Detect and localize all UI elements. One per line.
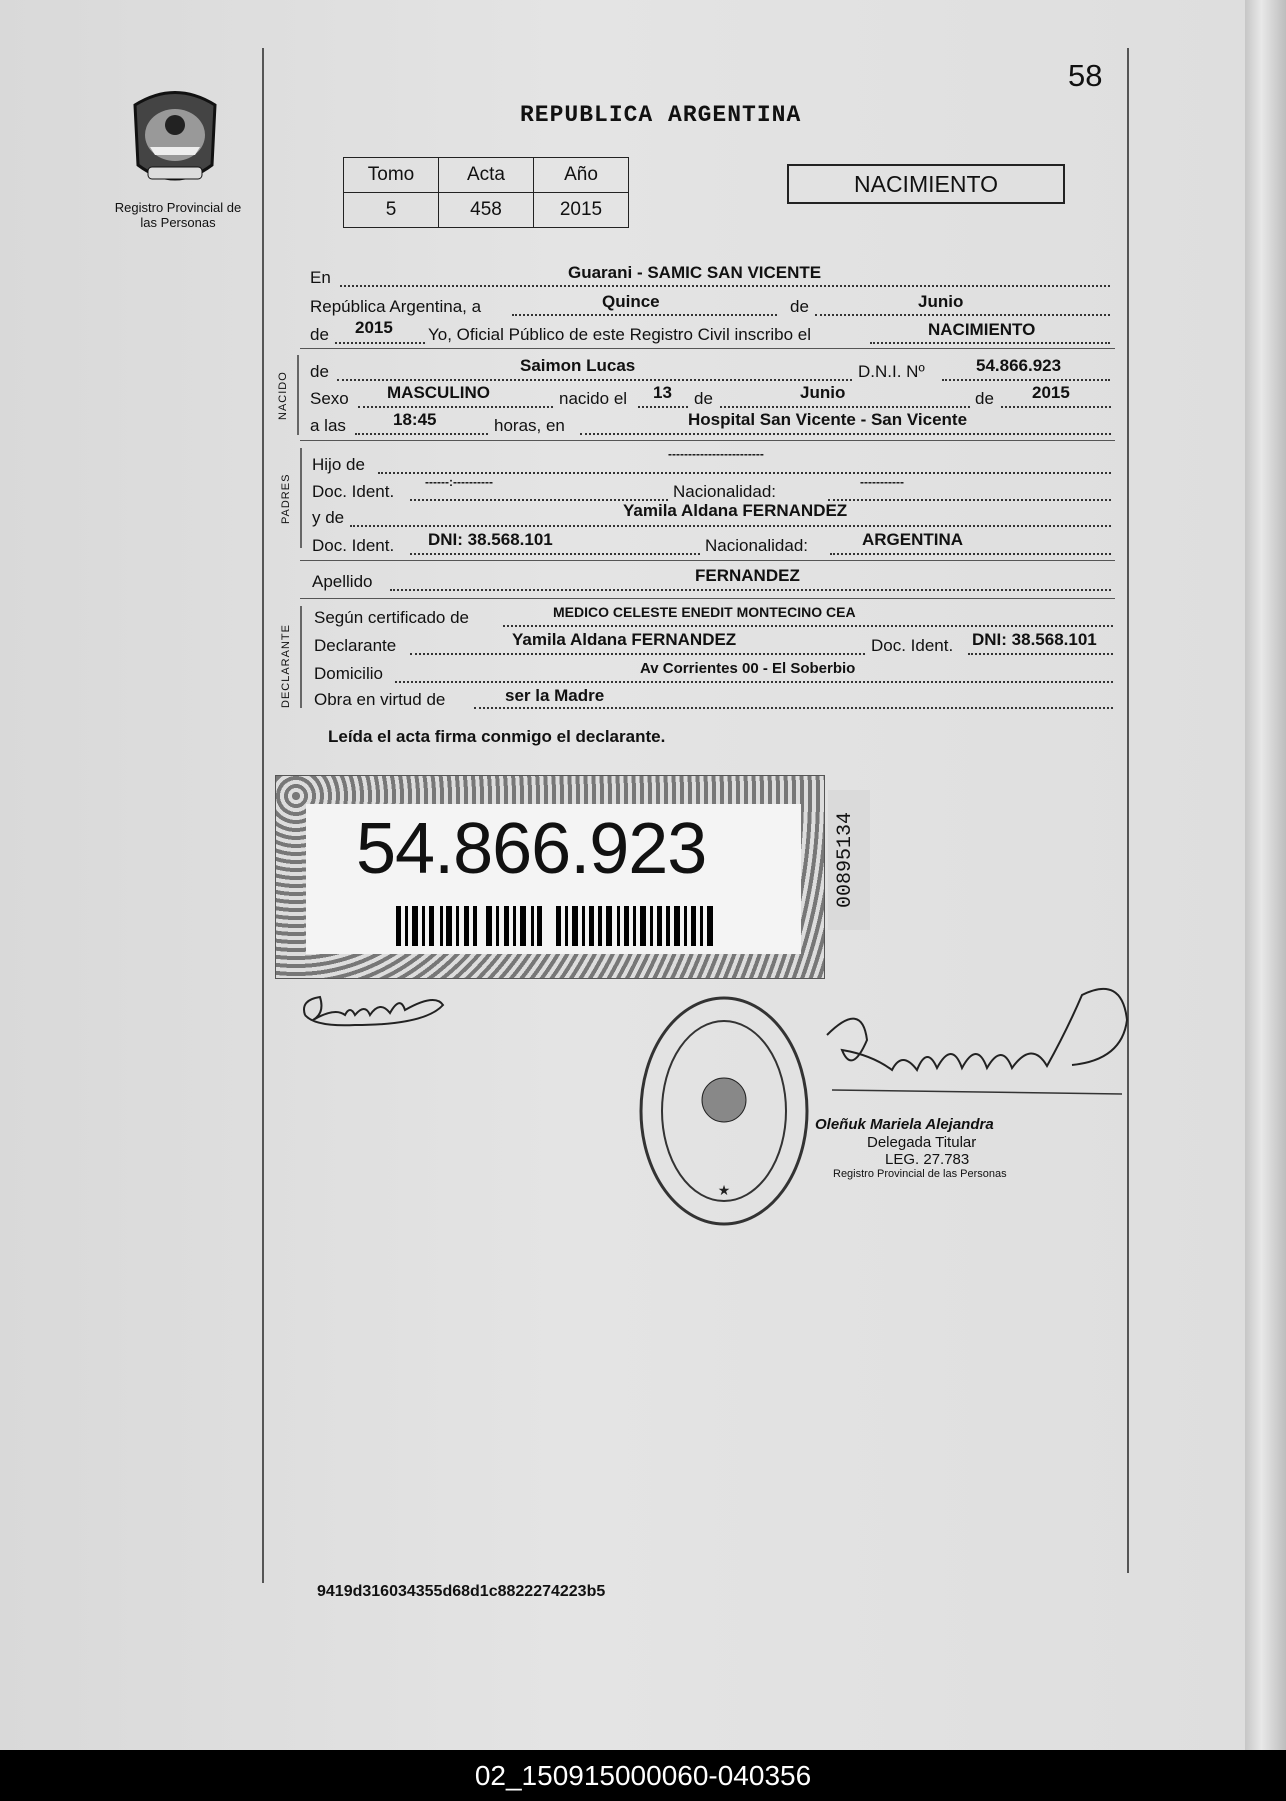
tomo-value: 5 xyxy=(344,193,439,228)
value-anio-nac: 2015 xyxy=(1032,383,1070,402)
section-nacido: NACIDO xyxy=(277,371,289,420)
dotted-line xyxy=(355,433,488,435)
label-hijo-de: Hijo de xyxy=(312,455,365,474)
dotted-line xyxy=(720,406,970,408)
dotted-line xyxy=(638,406,688,408)
section-bar xyxy=(300,448,302,548)
label-obra: Obra en virtud de xyxy=(314,690,446,709)
document-hash: 9419d316034355d68d1c8822274223b5 xyxy=(317,1583,606,1600)
serial-number: 00895134 xyxy=(834,811,857,908)
dotted-line xyxy=(390,589,1111,591)
label-horas-en: horas, en xyxy=(494,416,565,435)
left-margin-line xyxy=(262,48,264,1583)
dotted-line xyxy=(474,707,1113,709)
dotted-line xyxy=(870,342,1110,344)
serial-number-tag xyxy=(828,790,870,930)
label-de: de xyxy=(975,389,994,408)
dotted-line xyxy=(830,553,1111,555)
record-type-box: NACIMIENTO xyxy=(787,164,1065,204)
barcode-label xyxy=(306,804,801,954)
dotted-line xyxy=(815,314,1110,316)
label-en: En xyxy=(310,268,331,287)
section-padres: PADRES xyxy=(280,473,292,524)
label-declarante: Declarante xyxy=(314,636,397,655)
dotted-line xyxy=(395,681,1113,683)
barcode-bars xyxy=(396,906,726,946)
declarant-signature xyxy=(295,985,455,1035)
anio-header: Año xyxy=(534,158,629,193)
label-dni: D.N.I. Nº xyxy=(858,362,925,381)
section-bar xyxy=(297,355,299,435)
label-doc-ident: Doc. Ident. xyxy=(312,482,395,501)
label-de: de xyxy=(694,389,713,408)
value-dia: 13 xyxy=(653,383,672,402)
dotted-line xyxy=(580,433,1111,435)
value-mes-nac: Junio xyxy=(800,383,846,402)
value-certificado: MEDICO CELESTE ENEDIT MONTECINO CEA xyxy=(553,604,856,620)
label-domicilio: Domicilio xyxy=(314,664,383,683)
separator xyxy=(300,348,1115,349)
value-padre-doc: ------:---------- xyxy=(425,475,493,489)
dotted-line xyxy=(942,379,1110,381)
value-dni: 54.866.923 xyxy=(976,356,1062,375)
official-signature xyxy=(822,980,1142,1110)
section-declarante: DECLARANTE xyxy=(280,624,292,708)
dotted-line xyxy=(828,499,1111,501)
label-nacido-el: nacido el xyxy=(559,389,628,408)
registry-caption: Registro Provincial de las Personas xyxy=(114,200,242,230)
label-de: de xyxy=(310,362,329,381)
label-doc-ident: Doc. Ident. xyxy=(312,536,395,555)
label-y-de: y de xyxy=(312,508,345,527)
dotted-line xyxy=(503,625,1113,627)
label-a-las: a las xyxy=(310,416,346,435)
dotted-line xyxy=(410,553,700,555)
dotted-line xyxy=(337,379,852,381)
value-madre: Yamila Aldana FERNANDEZ xyxy=(623,501,848,520)
label-republica: República Argentina, a xyxy=(310,297,482,316)
label-apellido: Apellido xyxy=(312,572,373,591)
value-hora: 18:45 xyxy=(393,410,437,429)
official-stamp xyxy=(638,995,810,1227)
label-nacionalidad: Nacionalidad: xyxy=(673,482,777,501)
value-obra: ser la Madre xyxy=(505,686,605,705)
anio-value: 2015 xyxy=(534,193,629,228)
record-table xyxy=(343,157,629,228)
official-title: Delegada Titular xyxy=(867,1134,977,1151)
acta-header: Acta xyxy=(439,158,534,193)
value-madre-nac: ARGENTINA xyxy=(862,530,964,549)
value-nombre: Saimon Lucas xyxy=(520,356,636,375)
tomo-header: Tomo xyxy=(344,158,439,193)
separator xyxy=(300,560,1115,561)
dotted-line xyxy=(1001,406,1111,408)
label-nacionalidad: Nacionalidad: xyxy=(705,536,809,555)
label-segun: Según certificado de xyxy=(314,608,469,627)
dotted-line xyxy=(968,653,1113,655)
value-madre-doc: DNI: 38.568.101 xyxy=(428,530,553,549)
value-domicilio: Av Corrientes 00 - El Soberbio xyxy=(640,660,856,677)
dotted-line xyxy=(340,285,1110,287)
label-sexo: Sexo xyxy=(310,389,349,408)
province-seal-logo xyxy=(120,85,230,190)
closing-statement: Leída el acta firma conmigo el declarante. xyxy=(328,727,666,746)
page-number: 58 xyxy=(1068,58,1103,93)
barcode-number: 54.866.923 xyxy=(356,809,707,889)
separator xyxy=(300,598,1115,599)
scan-id-bar: 02_150915000060-040356 xyxy=(0,1750,1286,1801)
value-declarante: Yamila Aldana FERNANDEZ xyxy=(512,630,737,649)
value-padre: ------------------------ xyxy=(668,447,764,461)
value-padre-nac: ----------- xyxy=(860,475,904,489)
value-sexo: MASCULINO xyxy=(387,383,490,402)
dotted-line xyxy=(512,314,777,316)
value-declarante-doc: DNI: 38.568.101 xyxy=(972,630,1097,649)
label-de: de xyxy=(790,297,809,316)
value-mes: Junio xyxy=(918,292,964,311)
value-lugar-nac: Hospital San Vicente - San Vicente xyxy=(688,410,968,429)
page-edge xyxy=(1245,0,1286,1750)
svg-text:★: ★ xyxy=(717,1182,731,1198)
id-barcode-sticker xyxy=(275,775,825,979)
official-org: Registro Provincial de las Personas xyxy=(833,1168,1007,1180)
dotted-line xyxy=(410,653,865,655)
document-title: REPUBLICA ARGENTINA xyxy=(520,102,802,128)
value-apellido: FERNANDEZ xyxy=(695,566,800,585)
dotted-line xyxy=(378,472,1111,474)
dotted-line xyxy=(335,342,425,344)
dotted-line xyxy=(350,525,1111,527)
value-lugar: Guarani - SAMIC SAN VICENTE xyxy=(568,263,822,282)
value-anio: 2015 xyxy=(355,318,393,337)
label-yo: Yo, Oficial Público de este Registro Civil inscribo el xyxy=(428,325,811,344)
dotted-line xyxy=(358,406,553,408)
label-doc-ident: Doc. Ident. xyxy=(871,636,954,655)
separator xyxy=(300,440,1115,441)
value-tipo: NACIMIENTO xyxy=(928,320,1036,339)
right-margin-line xyxy=(1127,48,1129,1573)
acta-value: 458 xyxy=(439,193,534,228)
official-leg: LEG. 27.783 xyxy=(885,1151,970,1168)
value-dia-letras: Quince xyxy=(602,292,660,311)
official-name: Oleñuk Mariela Alejandra xyxy=(815,1116,994,1133)
label-de: de xyxy=(310,325,329,344)
section-bar xyxy=(300,606,302,708)
